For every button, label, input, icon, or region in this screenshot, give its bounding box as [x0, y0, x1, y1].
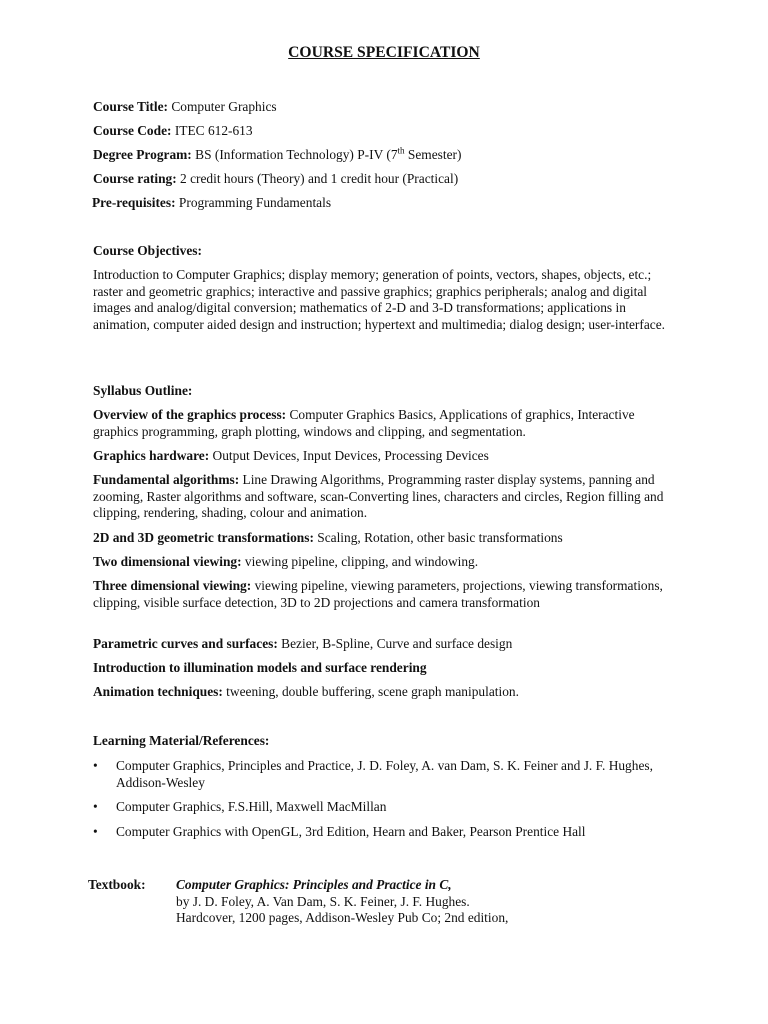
prerequisites-row	[92, 195, 331, 212]
syllabus-item	[93, 660, 683, 677]
reference-text: Computer Graphics with OpenGL, 3rd Edition, Hearn and Baker, Pearson Prentice Hall	[116, 824, 586, 839]
bullet-icon: •	[93, 758, 98, 773]
course-code-row	[93, 123, 253, 140]
reference-item	[93, 758, 683, 791]
reference-text: Computer Graphics, F.S.Hill, Maxwell MacMillan	[116, 799, 387, 814]
objectives-heading: Course Objectives:	[93, 243, 202, 258]
syllabus-item-label: Two dimensional viewing:	[93, 554, 242, 569]
bullet-icon: •	[93, 824, 98, 839]
syllabus-item	[93, 636, 683, 653]
degree-program-row	[93, 147, 461, 164]
syllabus-item-text: Bezier, B-Spline, Curve and surface design	[277, 636, 513, 651]
page-title: COURSE SPECIFICATION	[288, 44, 480, 61]
course-code-value: ITEC 612-613	[174, 123, 253, 138]
course-rating-label: Course rating:	[93, 171, 177, 186]
textbook-details: Hardcover, 1200 pages, Addison-Wesley Pub Co; 2nd edition,	[176, 910, 509, 926]
degree-program-label: Degree Program:	[93, 147, 192, 162]
syllabus-item-text: Scaling, Rotation, other basic transformations	[313, 530, 563, 545]
reference-text: Computer Graphics, Principles and Practice, J. D. Foley, A. van Dam, S. K. Feiner and J. F. Hughes, Addison-Wesley	[116, 758, 653, 790]
degree-value-end: Semester)	[404, 147, 462, 162]
reference-item	[93, 799, 683, 816]
textbook-entry	[176, 877, 508, 927]
syllabus-item	[93, 472, 683, 522]
syllabus-item-label: 2D and 3D geometric transformations:	[93, 530, 314, 545]
textbook-title: Computer Graphics: Principles and Practice in C,	[176, 877, 452, 892]
syllabus-item	[93, 407, 683, 440]
syllabus-item-label: Introduction to illumination models and surface rendering	[93, 660, 427, 675]
textbook-authors: by J. D. Foley, A. Van Dam, S. K. Feiner, J. F. Hughes.	[176, 893, 470, 909]
syllabus-item-label: Three dimensional viewing:	[93, 578, 252, 593]
degree-value-main: BS (Information Technology) P-IV (7	[195, 147, 398, 162]
degree-value-superscript: th	[397, 145, 405, 156]
syllabus-item	[93, 530, 683, 547]
syllabus-item-text: Output Devices, Input Devices, Processing Devices	[209, 448, 489, 463]
syllabus-item	[93, 578, 683, 611]
course-rating-value: 2 credit hours (Theory) and 1 credit hour (Practical)	[180, 171, 459, 186]
syllabus-heading: Syllabus Outline:	[93, 383, 193, 398]
syllabus-item-text: Computer Graphics Basics, Applications of graphics, Interactive graphics programming, graph plotting, windows and clipping, and segmentation.	[93, 407, 635, 439]
objectives-paragraph: Introduction to Computer Graphics; display memory; generation of points, vectors, shapes, objects, etc.; raster and geometric graphics; interactive and passive graphics; graphics peripherals; analog and digital images and analog/digital conversion; mathematics of 2-D and 3-D transformations; applications in animation, computer aided design and instruction; hypertext and multimedia; dialog design; user-interface.	[93, 267, 666, 332]
syllabus-item-label: Parametric curves and surfaces:	[93, 636, 278, 651]
prerequisites-value: Programming Fundamentals	[178, 195, 332, 210]
syllabus-item	[93, 684, 683, 701]
syllabus-item-label: Fundamental algorithms:	[93, 472, 240, 487]
textbook-label: Textbook:	[88, 877, 146, 892]
syllabus-item-text: viewing pipeline, clipping, and windowing.	[241, 554, 479, 569]
references-heading: Learning Material/References:	[93, 733, 270, 748]
syllabus-item-text: Line Drawing Algorithms, Programming raster display systems, panning and zooming, Raster algorithms and software, scan-Converting lines, characters and circles, Region filling and clipping, rendering, shading, colour and animation.	[93, 472, 664, 521]
course-code-label: Course Code:	[93, 123, 172, 138]
course-title-value: Computer Graphics	[171, 99, 277, 114]
course-rating-row	[93, 171, 458, 188]
syllabus-item	[93, 554, 683, 571]
course-title-row	[93, 99, 277, 116]
bullet-icon: •	[93, 799, 98, 814]
syllabus-item	[93, 448, 683, 465]
syllabus-item-label: Animation techniques:	[93, 684, 223, 699]
syllabus-item-text: tweening, double buffering, scene graph manipulation.	[222, 684, 519, 699]
syllabus-item-label: Graphics hardware:	[93, 448, 210, 463]
degree-program-value	[195, 147, 461, 162]
syllabus-item-label: Overview of the graphics process:	[93, 407, 287, 422]
syllabus-item-text: viewing pipeline, viewing parameters, projections, viewing transformations, clipping, visible surface detection, 3D to 2D projections and camera transformation	[93, 578, 663, 610]
course-title-label: Course Title:	[93, 99, 169, 114]
objectives-text	[93, 267, 683, 333]
prerequisites-label: Pre-requisites:	[92, 195, 176, 210]
reference-item	[93, 824, 683, 841]
